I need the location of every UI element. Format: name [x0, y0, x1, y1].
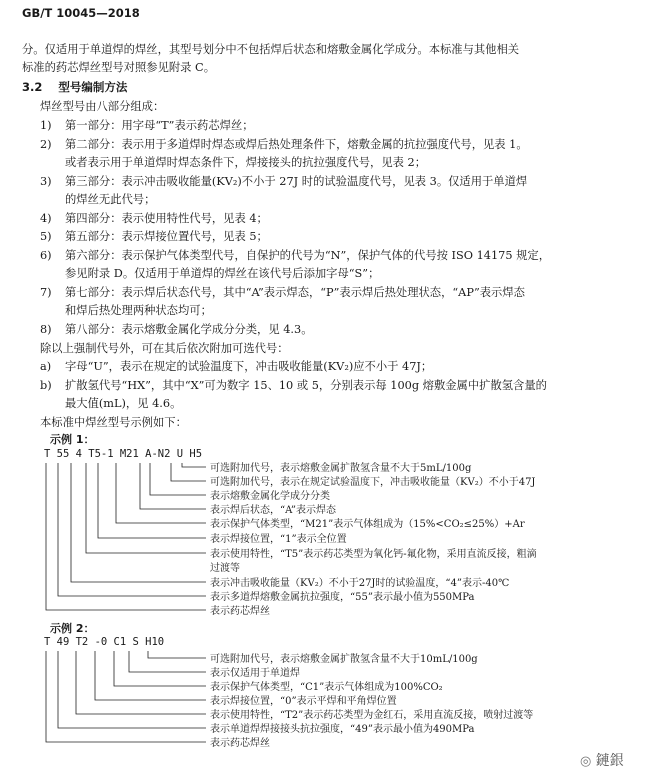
leader-line	[116, 463, 206, 523]
example-2-annotation: 可选附加代号，表示熔敷金属扩散氢含量不大于10mL/100g	[210, 654, 478, 665]
example-1-label: 示例 1：	[50, 433, 95, 446]
leader-line	[182, 463, 206, 467]
example-2-annotation: 表示仅适用于单道焊	[210, 668, 300, 679]
section-title: 型号编制方法	[58, 80, 128, 94]
leader-line	[150, 463, 206, 495]
list-item: 2) 第二部分：表示用于多道焊时焊态或焊后热处理条件下，熔敷金属的抗拉强度代号，见表 1。	[40, 138, 528, 151]
leader-line	[76, 651, 206, 714]
example-2-annotation: 表示焊接位置，“0”表示平焊和平角焊位置	[210, 696, 397, 707]
example-1-annotation: 表示保护气体类型，“M21”表示气体组成为（15%<CO₂≤25%）+Ar	[210, 519, 525, 530]
list-item: 8) 第八部分：表示熔敷金属化学成分分类，见 4.3。	[40, 323, 313, 336]
intro-line: 分。仅适用于单道焊的焊丝，其型号划分中不包括焊后状态和熔敷金属化学成分。本标准与其他相关	[22, 43, 520, 56]
intro-line: 标准的药芯焊丝型号对照参见附录 C。	[22, 61, 215, 74]
watermark: ◎ 鏈銀	[580, 753, 624, 769]
example-1-annotation: 表示焊后状态，“A”表示焊态	[210, 505, 336, 516]
examples-lead: 本标准中焊丝型号示例如下：	[40, 416, 187, 429]
section-number: 3.2	[22, 80, 43, 94]
optional-lead: 除以上强制代号外，可在其后依次附加可选代号：	[40, 342, 289, 355]
standard-number-header: GB/T 10045—2018	[22, 6, 140, 20]
optional-item: a) 字母“U”，表示在规定的试验温度下，冲击吸收能量(KV₂)应不小于 47J；	[40, 360, 433, 373]
optional-item-continuation: 最大值(mL)，见 4.6。	[65, 397, 182, 410]
leader-line	[98, 463, 206, 538]
leader-line	[148, 651, 206, 658]
example-2-annotation: 表示单道焊焊接接头抗拉强度，“49”表示最小值为490MPa	[210, 724, 475, 735]
example-1-annotation: 表示药芯焊丝	[210, 606, 270, 617]
leader-line	[129, 651, 206, 672]
list-item: 1) 第一部分：用字母“T”表示药芯焊丝；	[40, 119, 254, 132]
example-1-annotation: 可选附加代号，表示熔敷金属扩散氢含量不大于5mL/100g	[210, 463, 472, 474]
example-2-code: T 49 T2 -0 C1 S H10	[44, 636, 165, 648]
example-1-annotation: 表示冲击吸收能量（KV₂）不小于27J时的试验温度，“4”表示-40℃	[210, 578, 510, 589]
list-item-continuation: 或者表示用于单道焊时焊态条件下，焊接接头的抗拉强度代号，见表 2；	[65, 156, 426, 169]
optional-item: b) 扩散氢代号“HX”，其中“X”可为数字 15、10 或 5，分别表示每 100g 熔敷金属中扩散氢含量的	[40, 379, 547, 392]
list-item-continuation: 参见附录 D。仅适用于单道焊的焊丝在该代号后添加字母“S”；	[65, 267, 380, 280]
example-2-label: 示例 2：	[50, 622, 95, 635]
example-2-annotation: 表示使用特性，“T2”表示药芯类型为金红石，采用直流反接，喷射过渡等	[210, 710, 534, 721]
list-item: 5) 第五部分：表示焊接位置代号，见表 5；	[40, 230, 268, 243]
example-1-annotation: 可选附加代号，表示在规定试验温度下，冲击吸收能量（KV₂）不小于47J	[210, 477, 536, 488]
example-1-annotation: 过渡等	[210, 563, 240, 574]
leader-line	[58, 463, 206, 596]
list-item: 7) 第七部分：表示焊后状态代号，其中“A”表示焊态，“P”表示焊后热处理状态，“AP”表示焊态	[40, 286, 525, 299]
example-1-code: T 55 4 T5-1 M21 A-N2 U H5	[44, 448, 203, 460]
list-item: 4) 第四部分：表示使用特性代号，见表 4；	[40, 212, 268, 225]
leader-line	[86, 463, 206, 553]
example-1-annotation: 表示熔敷金属化学成分分类	[210, 491, 330, 502]
list-item-continuation: 的焊丝无此代号；	[65, 193, 156, 206]
leader-line	[46, 463, 206, 610]
leader-line	[114, 651, 206, 686]
list-item: 6) 第六部分：表示保护气体类型代号，自保护的代号为“N”，保护气体的代号按 ISO 14175 规定，	[40, 249, 551, 262]
example-1-annotation: 表示多道焊熔敷金属抗拉强度，“55”表示最小值为550MPa	[210, 592, 475, 603]
example-1-annotation: 表示使用特性，“T5”表示药芯类型为氧化钙-氟化物，采用直流反接，粗滴	[210, 549, 537, 560]
leader-line	[171, 463, 206, 481]
lead-text: 焊丝型号由八部分组成：	[40, 100, 165, 113]
example-2-annotation: 表示保护气体类型，“C1”表示气体组成为100%CO₂	[210, 682, 443, 693]
example-2-annotation: 表示药芯焊丝	[210, 738, 270, 749]
leader-line	[58, 651, 206, 728]
list-item: 3) 第三部分：表示冲击吸收能量(KV₂)不小于 27J 时的试验温度代号，见表 3。仅适用于单道焊	[40, 175, 528, 188]
example-1-annotation: 表示焊接位置，“1”表示全位置	[210, 534, 347, 545]
wechat-logo-icon: ◎	[580, 754, 592, 769]
list-item-continuation: 和焊后热处理两种状态均可；	[65, 304, 212, 317]
